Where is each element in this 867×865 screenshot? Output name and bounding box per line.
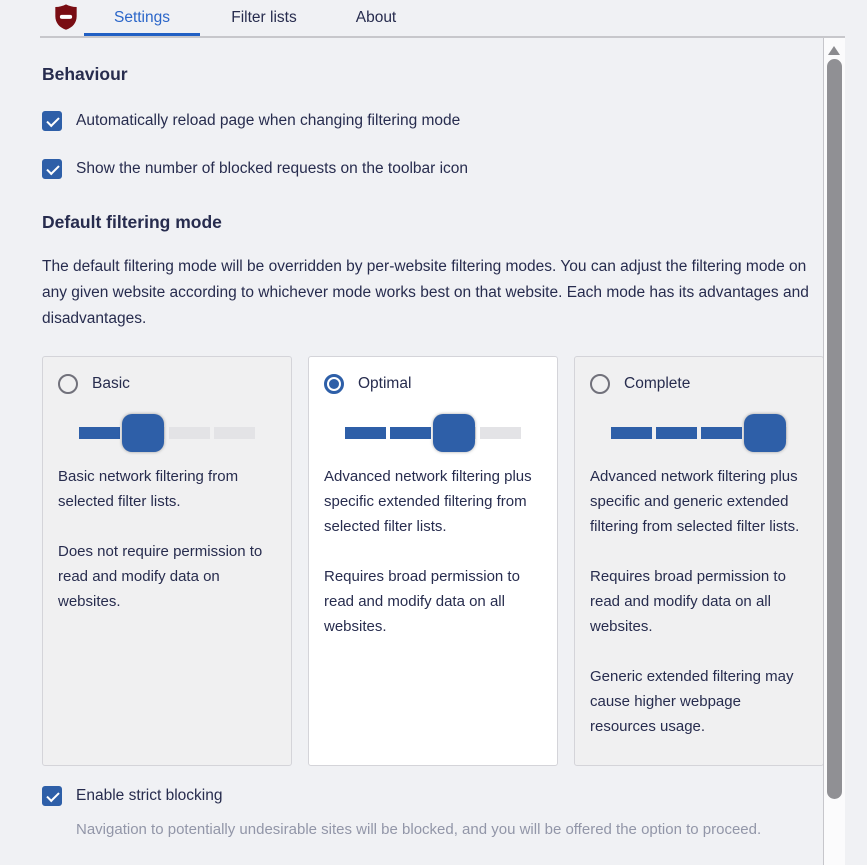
- strict-blocking-checkbox[interactable]: [42, 786, 62, 806]
- basic-radio[interactable]: [58, 374, 78, 394]
- complete-label: Complete: [624, 375, 691, 392]
- show-blocked-count-option[interactable]: [42, 159, 468, 179]
- mode-card-basic[interactable]: [42, 356, 292, 766]
- basic-label: Basic: [92, 375, 130, 392]
- strict-blocking-label: Enable strict blocking: [76, 787, 223, 804]
- slider-thumb[interactable]: [122, 414, 164, 452]
- mode-card-basic-header[interactable]: [58, 374, 276, 394]
- arrow-up-icon[interactable]: [828, 46, 840, 55]
- complete-radio[interactable]: [590, 374, 610, 394]
- mode-card-complete-header[interactable]: [590, 374, 808, 394]
- mode-card-optimal[interactable]: [308, 356, 558, 766]
- optimal-paragraph: Advanced network filtering plus specific extended filtering from selected filter lists.: [324, 468, 532, 535]
- mode-card-complete[interactable]: [574, 356, 824, 766]
- optimal-paragraph: Requires broad permission to read and modify data on all websites.: [324, 568, 520, 635]
- default-mode-heading: Default filtering mode: [42, 212, 222, 232]
- optimal-label: Optimal: [358, 375, 412, 392]
- slider-thumb[interactable]: [744, 414, 786, 452]
- basic-filtering-slider[interactable]: [79, 413, 255, 453]
- complete-filtering-slider[interactable]: [611, 413, 787, 453]
- strict-blocking-description: Navigation to potentially undesirable sites will be blocked, and you will be offered the option to proceed.: [76, 821, 762, 838]
- complete-paragraph: Requires broad permission to read and modify data on all websites.: [590, 568, 786, 635]
- basic-paragraph: Basic network filtering from selected filter lists.: [58, 468, 239, 510]
- ublock-shield-icon: [52, 2, 80, 32]
- show-blocked-count-label: Show the number of blocked requests on the toolbar icon: [76, 160, 469, 177]
- basic-description: [58, 464, 276, 614]
- tab-settings[interactable]: Settings: [84, 0, 200, 37]
- optimal-description: [324, 464, 542, 639]
- behaviour-heading: Behaviour: [42, 64, 128, 84]
- default-mode-description: The default filtering mode will be overridden by per-website filtering modes. You can adjust the filtering mode on any given website according to whichever mode works best on that website. Each mode has its advantages and disadvantages.: [42, 258, 809, 327]
- scrollbar-thumb[interactable]: [827, 59, 842, 799]
- auto-reload-checkbox[interactable]: [42, 111, 62, 131]
- auto-reload-label: Automatically reload page when changing filtering mode: [76, 112, 461, 129]
- complete-description: [590, 464, 808, 739]
- settings-pane: [42, 38, 824, 865]
- mode-card-optimal-header[interactable]: [324, 374, 542, 394]
- complete-paragraph: Generic extended filtering may cause higher webpage resources usage.: [590, 668, 794, 735]
- optimal-filtering-slider[interactable]: [345, 413, 521, 453]
- tab-about[interactable]: About: [355, 9, 397, 26]
- show-blocked-count-checkbox[interactable]: [42, 159, 62, 179]
- strict-blocking-option[interactable]: [42, 786, 222, 806]
- vertical-scrollbar[interactable]: [823, 38, 845, 865]
- tab-filter-lists[interactable]: Filter lists: [231, 9, 297, 26]
- auto-reload-option[interactable]: [42, 111, 460, 131]
- optimal-radio[interactable]: [324, 374, 344, 394]
- slider-thumb[interactable]: [433, 414, 475, 452]
- complete-paragraph: Advanced network filtering plus specific and generic extended filtering from selected filter lists.: [590, 468, 800, 535]
- tab-bar: [0, 0, 845, 38]
- filtering-mode-cards: [42, 356, 824, 766]
- basic-paragraph: Does not require permission to read and modify data on websites.: [58, 543, 263, 610]
